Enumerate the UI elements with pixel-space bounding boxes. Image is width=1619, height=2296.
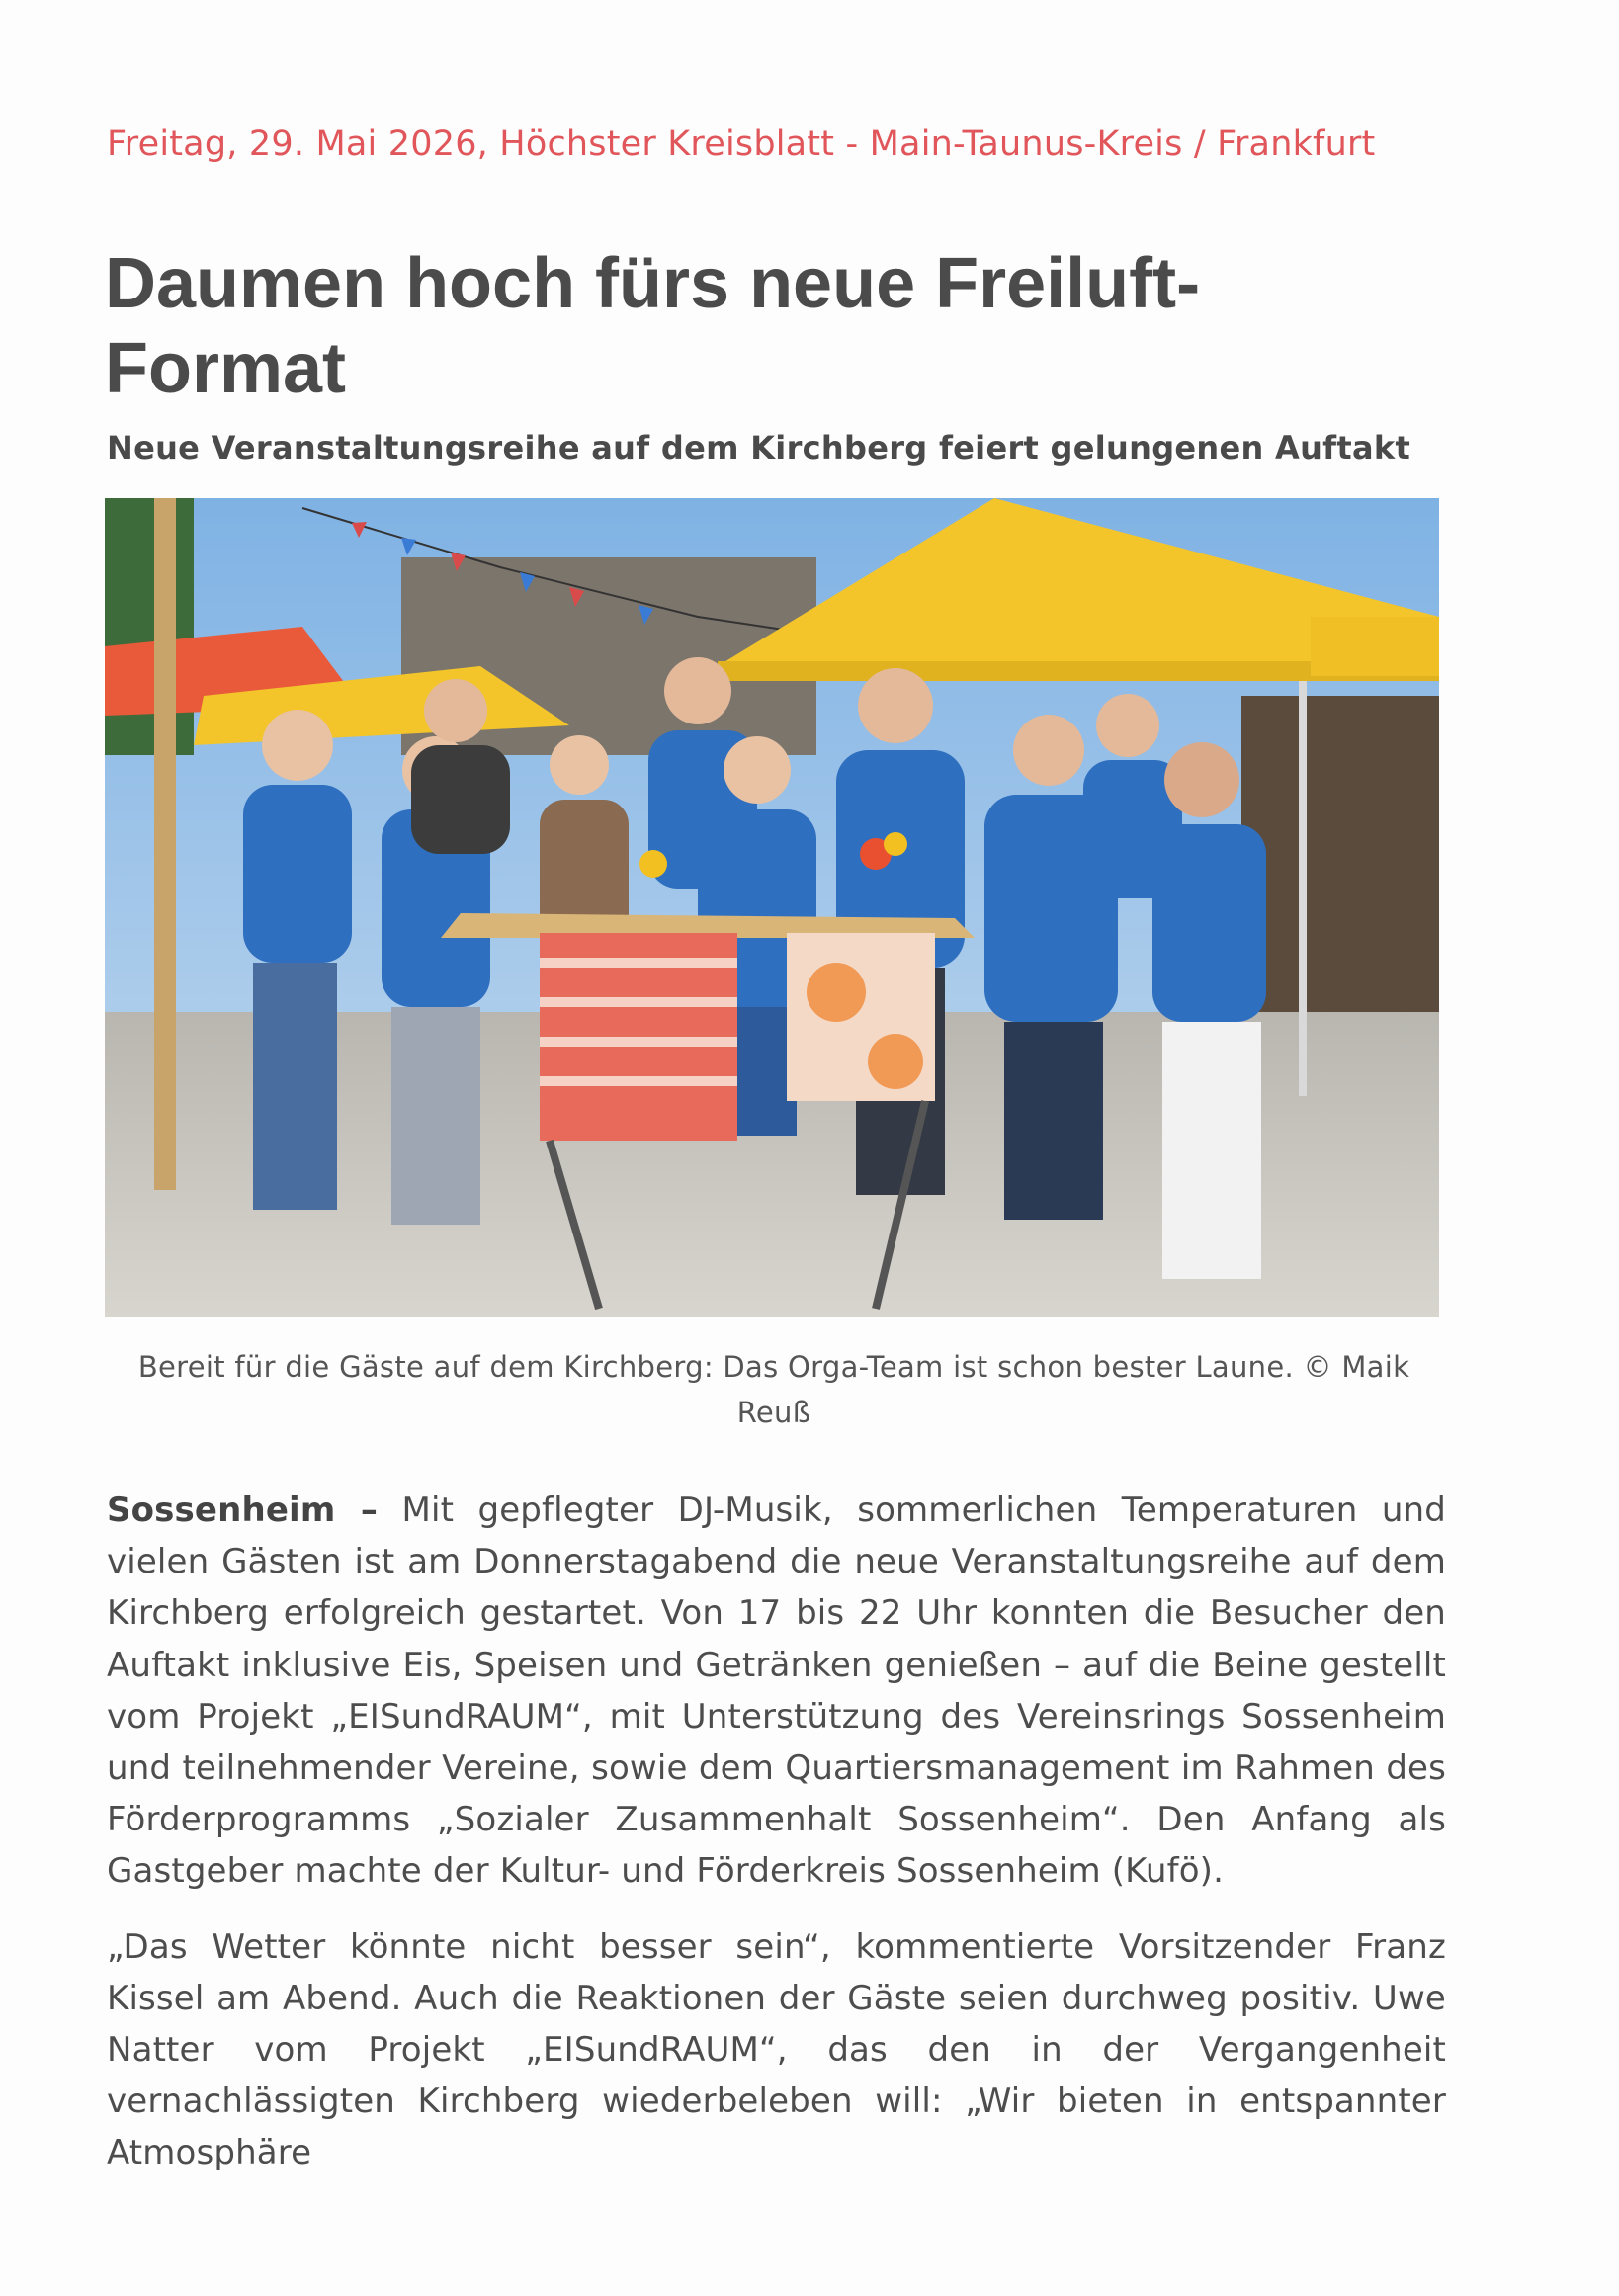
paragraph-2: „Das Wetter könnte nicht besser sein“, kommentierte Vorsitzender Franz Kissel am Abend. Auch die Reaktionen der Gäste seien durchweg positiv. Uwe Natter vom Projekt „EISundRAUM“, das den in der Vergangenheit vernachlässigten Kirchberg wiederbeleben will: „Wir bieten in entspannter Atmosphäre xyxy=(107,1926,1446,2173)
photo-caption: Bereit für die Gäste auf dem Kirchberg: Das Orga-Team ist schon bester Laune. © Maik Reuß xyxy=(137,1350,1410,1429)
headline: Daumen hoch fürs neue Freiluft-Format xyxy=(105,244,1201,408)
lead-location: Sossenheim – xyxy=(107,1490,379,1530)
paragraph-1 xyxy=(107,1485,1446,1898)
article-photo xyxy=(105,498,1439,1317)
subheadline: Neue Veranstaltungsreihe auf dem Kirchberg feiert gelungenen Auftakt xyxy=(107,429,1411,467)
dateline: Freitag, 29. Mai 2026, Höchster Kreisblatt - Main-Taunus-Kreis / Frankfurt xyxy=(107,125,1376,164)
article-body xyxy=(107,1485,1446,2203)
paragraph-1-text: Mit gepflegter DJ-Musik, sommerlichen Temperaturen und vielen Gästen ist am Donnerstagabend die neue Veranstaltungsreihe auf dem Kirchberg erfolgreich gestartet. Von 17 bis 22 Uhr konnten die Besucher den Auftakt inklusive Eis, Speisen und Getränken genießen – auf die Beine gestellt vom Projekt „EISundRAUM“, mit Unterstützung des Vereinsrings Sossenheim und teilnehmender Vereine, sowie dem Quartiersmanagement im Rahmen des Förderprogramms „Sozialer Zusammenhalt Sossenheim“. Den Anfang als Gastgeber machte der Kultur- und Förderkreis Sossenheim (Kufö). xyxy=(107,1490,1446,1892)
